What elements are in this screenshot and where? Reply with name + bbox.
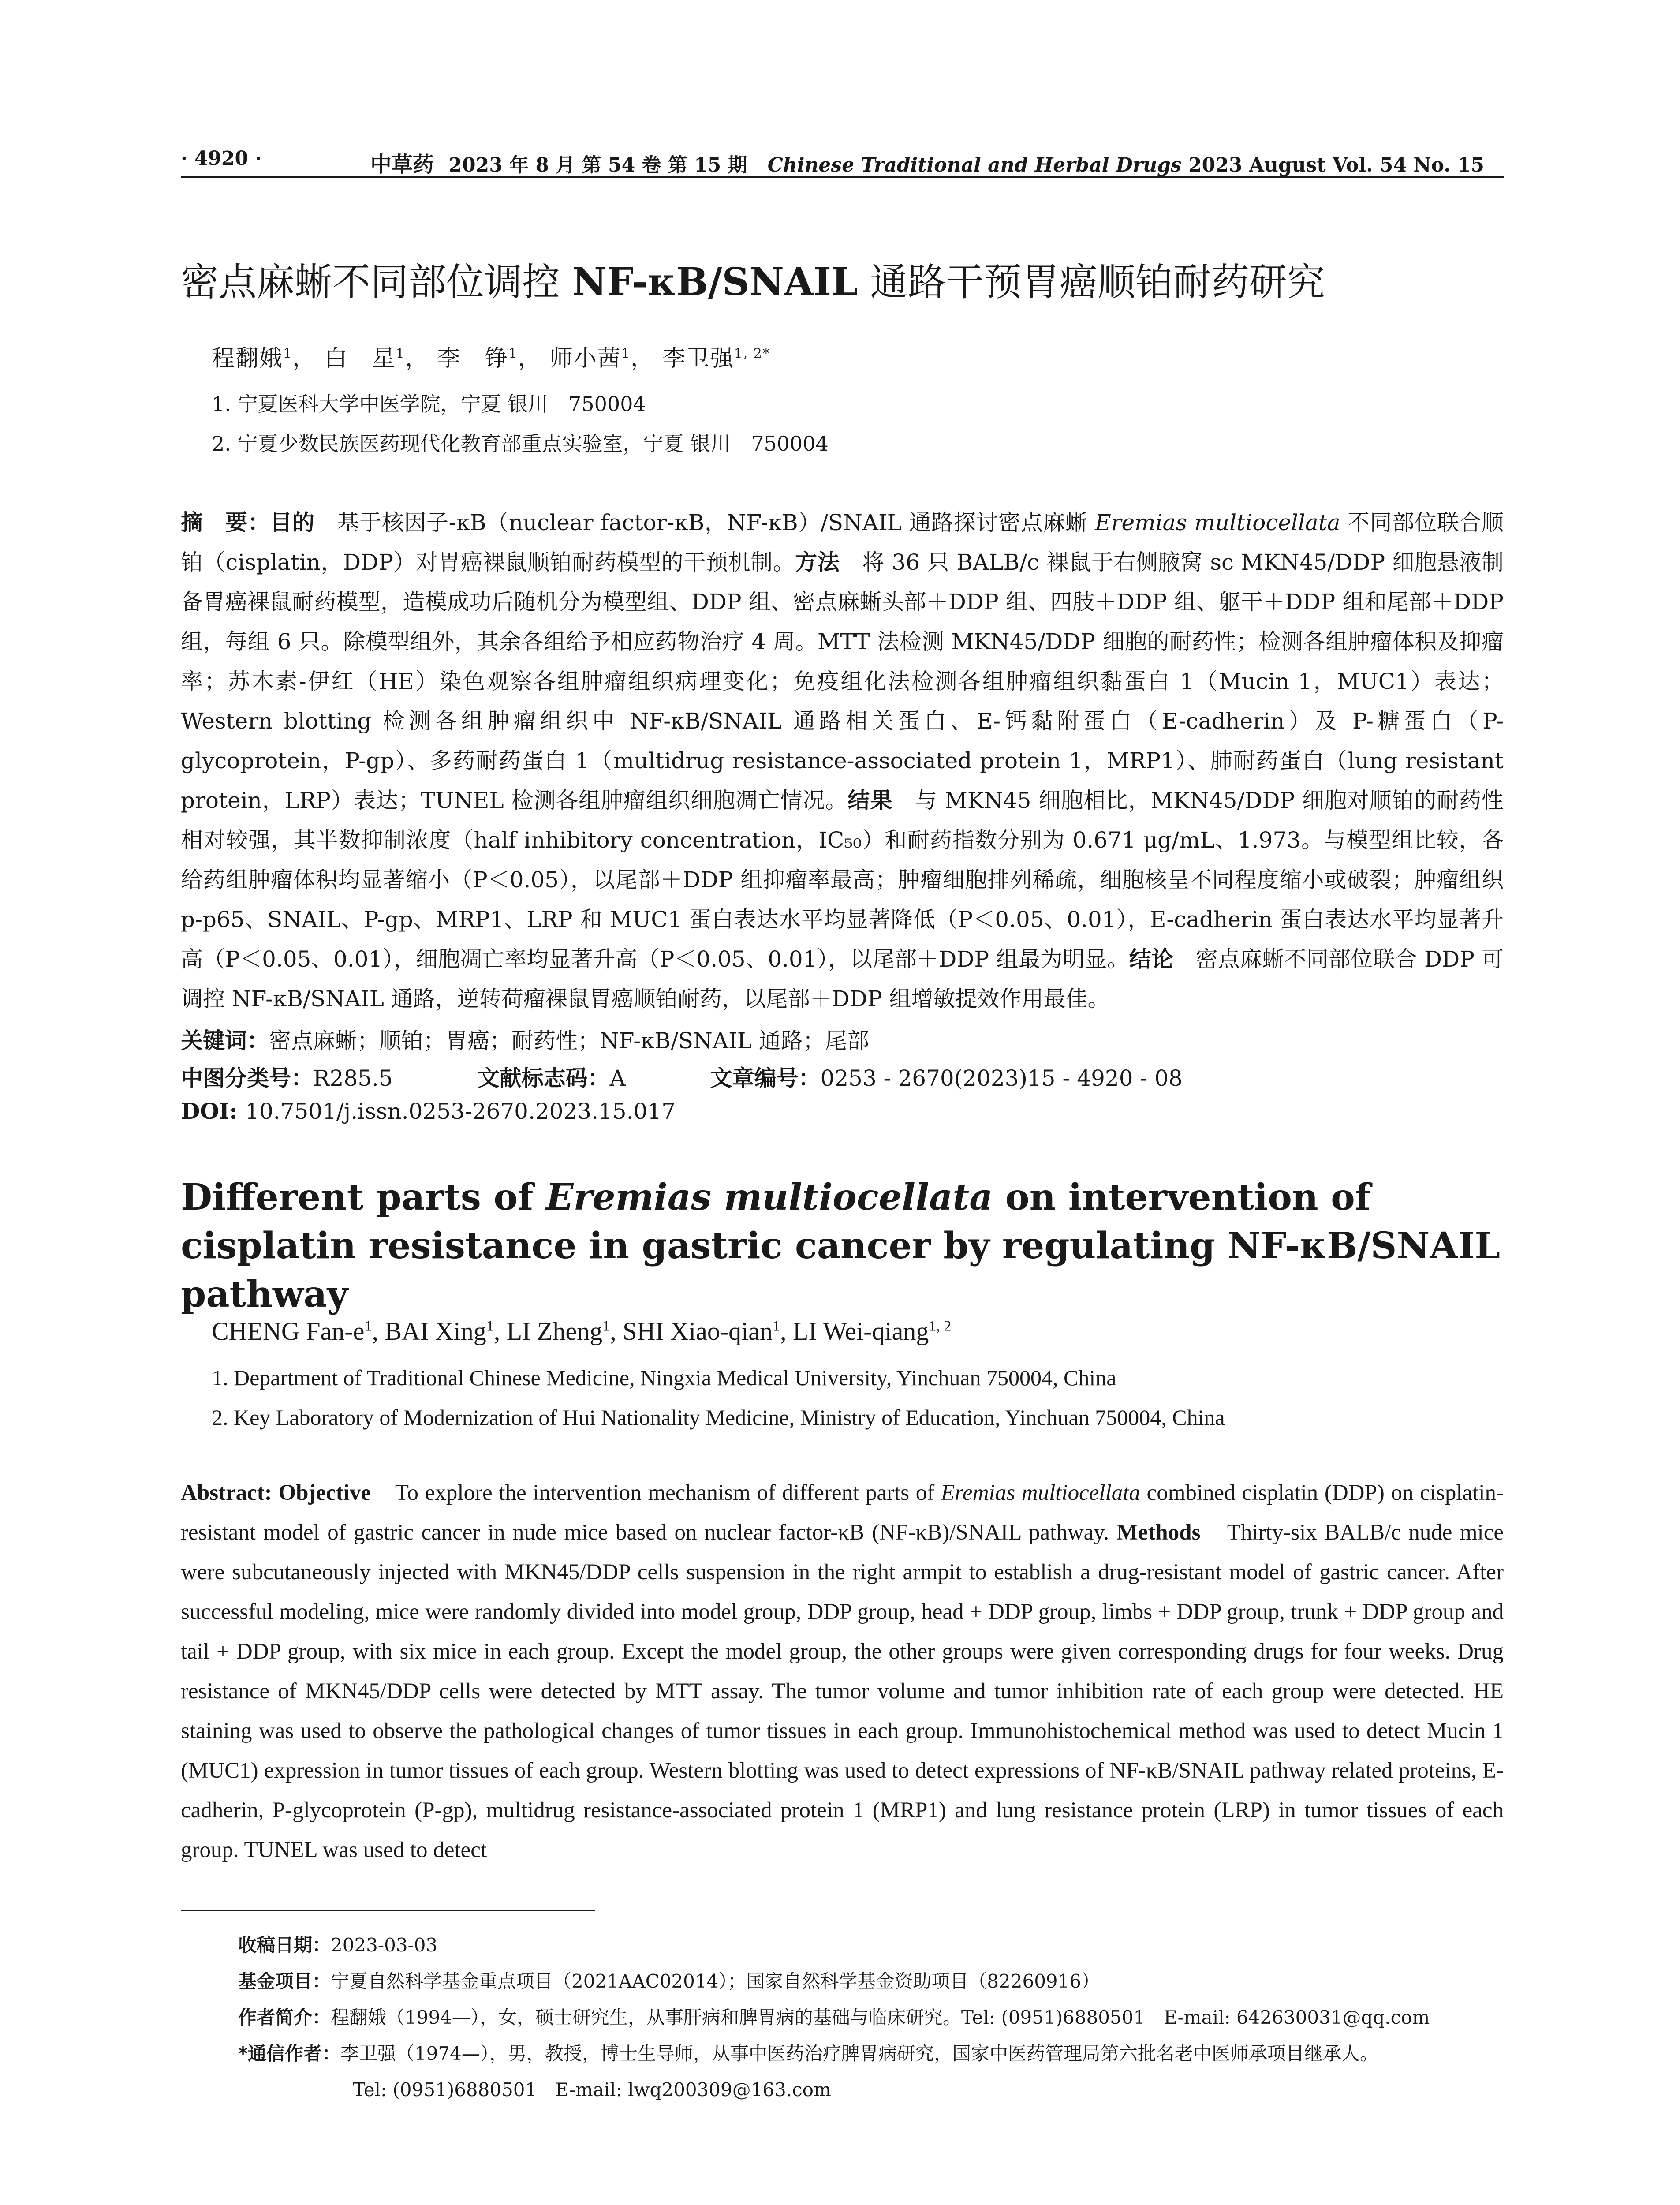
doc-code-label: 文献标志码： xyxy=(477,1065,610,1091)
article-title-cn xyxy=(181,251,1325,306)
species-name: Eremias multiocellata xyxy=(941,1480,1140,1505)
author-affil-sup: 1 xyxy=(773,1318,780,1334)
species-name: Eremias multiocellata xyxy=(1095,510,1340,535)
issue-cn: 2023 年 8 月 第 54 卷 第 15 期 xyxy=(448,154,747,176)
title-cn-part: 通路干预胃癌顺铂耐药研究 xyxy=(858,260,1325,304)
title-en-part: on intervention of cisplatin resistance in gastric cancer by regulating NF-κB/SNAIL pathway xyxy=(181,1176,1501,1316)
objective-text: 不同部位联合顺铂（cisplatin，DDP）对胃癌裸鼠顺铂耐药模型的干预机制。 xyxy=(181,510,1504,575)
author-name: LI Wei-qiang xyxy=(793,1317,929,1345)
doi-line xyxy=(181,1098,676,1124)
affiliation-cn-2: 2. 宁夏少数民族医药现代化教育部重点实验室，宁夏 银川 750004 xyxy=(212,432,829,456)
keywords-label: 关键词： xyxy=(181,1028,269,1054)
funding-label: 基金项目： xyxy=(238,1970,331,1992)
author-name: 程翻娥 xyxy=(212,345,284,372)
clc-value: R285.5 xyxy=(313,1065,393,1091)
affiliation-en-1: 1. Department of Traditional Chinese Medicine, Ningxia Medical University, Yinchuan 750004, China xyxy=(212,1365,1116,1390)
author-affil-sup: 1 xyxy=(602,1318,610,1334)
author-affil-sup: 1 xyxy=(283,346,293,362)
objective-text: 基于核因子-κB（nuclear factor-κB，NF-κB）/SNAIL 通路探讨密点麻蜥 xyxy=(314,510,1095,535)
clc-label: 中图分类号： xyxy=(181,1065,313,1091)
methods-text: 将 36 只 BALB/c 裸鼠于右侧腋窝 sc MKN45/DDP 细胞悬液制备胃癌裸鼠耐药模型，造模成功后随机分为模型组、DDP 组、密点麻蜥头部＋DDP 组、四肢＋DDP 组、躯干＋DDP 组和尾部＋DDP 组，每组 6 只。除模型组外，其余各组给予相应药物治疗 4 周。MTT 法检测 MKN45/DDP 细胞的耐药性；检测各组肿瘤体积及抑瘤率；苏木素-伊红（HE）染色观察各组肿瘤组织病理变化；免疫组化法检测各组肿瘤组织黏蛋白 1（Mucin 1，MUC1）表达；Western blotting 检测各组肿瘤组织中 NF-κB/SNAIL 通路相关蛋白、E-钙黏附蛋白（E-cadherin）及 P-糖蛋白（P-glycoprotein，P-gp）、多药耐药蛋白 1（multidrug resistance-associated protein 1，MRP1）、肺耐药蛋白（lung resistant protein，LRP）表达；TUNEL 检测各组肿瘤组织细胞凋亡情况。 xyxy=(181,549,1504,813)
running-header xyxy=(181,144,1504,175)
article-title-en xyxy=(181,1173,1508,1319)
keywords-cn xyxy=(181,1023,869,1055)
author-list-cn: 程翻娥$^1$， 白 星$^1$， 李 铮$^1$， 师小茜$^1$， 李卫强$^{1, 2*}$ xyxy=(212,345,770,372)
header-rule xyxy=(181,176,1504,178)
classification-line xyxy=(181,1061,1183,1092)
footnote-rule xyxy=(181,1910,595,1911)
received-date: 2023-03-03 xyxy=(331,1934,438,1956)
author-affil-sup: 1 xyxy=(508,346,518,362)
results-label: 结果 xyxy=(847,788,893,813)
title-cn-part: NF-κB/SNAIL xyxy=(572,260,858,304)
abstract-en xyxy=(181,1473,1504,1870)
article-no-label: 文章编号： xyxy=(710,1065,821,1091)
received-label: 收稿日期： xyxy=(238,1934,331,1956)
methods-label: 方法 xyxy=(795,549,840,575)
author-name: 白 星 xyxy=(324,345,396,372)
author-name: 李卫强 xyxy=(662,345,734,372)
author-affil-sup: 1 xyxy=(364,1318,372,1334)
page-number: · 4920 · xyxy=(181,147,262,170)
author-name: 李 铮 xyxy=(437,345,509,372)
abstract-objective-label: Abstract: Objective xyxy=(181,1480,371,1505)
doi-link[interactable]: 10.7501/j.issn.0253-2670.2023.15.017 xyxy=(245,1099,676,1124)
author-bio-label: 作者简介： xyxy=(238,2007,331,2028)
journal-line xyxy=(370,147,1484,178)
journal-name-cn: 中草药 xyxy=(370,152,434,177)
results-text: 与 MKN45 细胞相比，MKN45/DDP 细胞对顺铂的耐药性相对较强，其半数抑制浓度（half inhibitory concentration，IC₅₀）和耐药指数分别为 0.671 μg/mL、1.973。与模型组比较，各给药组肿瘤体积均显著缩小（P＜0.05），以尾部＋DDP 组抑瘤率最高；肿瘤细胞排列稀疏，细胞核呈不同程度缩小或破裂；肿瘤组织 p-p65、SNAIL、P-gp、MRP1、LRP 和 MUC1 蛋白表达水平均显著降低（P＜0.05、0.01），E-cadherin 蛋白表达水平均显著升高（P＜0.05、0.01），细胞凋亡率均显著升高（P＜0.05、0.01），以尾部＋DDP 组最为明显。 xyxy=(181,788,1504,972)
footnote-author xyxy=(238,2003,1430,2029)
issue-en: 2023 August Vol. 54 No. 15 xyxy=(1188,154,1485,176)
objective-text: To explore the intervention mechanism of different parts of xyxy=(371,1480,941,1505)
methods-label: Methods xyxy=(1116,1520,1201,1545)
funding-text: 宁夏自然科学基金重点项目（2021AAC02014）；国家自然科学基金资助项目（82260916） xyxy=(331,1970,1100,1992)
author-bio-text: 程翻娥（1994—），女，硕士研究生，从事肝病和脾胃病的基础与临床研究。Tel: (0951)6880501 E-mail: 642630031@qq.com xyxy=(331,2007,1430,2028)
methods-text: Thirty-six BALB/c nude mice were subcutaneously injected with MKN45/DDP cells suspension in the right armpit to establish a drug-resistant model of gastric cancer. After successful modeling, mice were randomly divided into model group, DDP group, head + DDP group, limbs + DDP group, trunk + DDP group and tail + DDP group, with six mice in each group. Except the model group, the other groups were given corresponding drugs for four weeks. Drug resistance of MKN45/DDP cells were detected by MTT assay. The tumor volume and tumor inhibition rate of each group were detected. HE staining was used to observe the pathological changes of tumor tissues in each group. Immunohistochemical method was used to detect Mucin 1 (MUC1) expression in tumor tissues of each group. Western blotting was used to detect expressions of NF-κB/SNAIL pathway related proteins, E-cadherin, P-glycoprotein (P-gp), multidrug resistance-associated protein 1 (MRP1) and lung resistance protein (LRP) in tumor tissues of each group. TUNEL was used to detect xyxy=(181,1520,1504,1862)
footnote-funding xyxy=(238,1967,1100,1993)
keywords-text: 密点麻蜥；顺铂；胃癌；耐药性；NF-κB/SNAIL 通路；尾部 xyxy=(269,1028,869,1054)
abstract-label: 摘 要： xyxy=(181,510,270,535)
author-list-en: CHENG Fan-$e^1$, BAI Xing$^1$, LI Zheng$^1$, SHI Xiao-qian$^1$, LI Wei-qiang$^{1, 2}$ xyxy=(212,1317,952,1345)
doi-label: DOI: xyxy=(181,1098,246,1124)
footnote-received xyxy=(238,1931,437,1957)
author-name: BAI Xing xyxy=(385,1317,486,1345)
conclusion-label: 结论 xyxy=(1129,946,1174,972)
corresponding-text: 李卫强（1974—），男，教授，博士生导师，从事中医药治疗脾胃病研究，国家中医药管理局第六批名老中医师承项目继承人。 xyxy=(340,2043,1378,2064)
author-name: CHENG Fan-e xyxy=(212,1317,365,1345)
corresponding-label: *通信作者： xyxy=(238,2043,340,2064)
affiliation-en-2: 2. Key Laboratory of Modernization of Hui Nationality Medicine, Ministry of Education, Yinchuan 750004, China xyxy=(212,1405,1225,1430)
title-en-part: Different parts of xyxy=(181,1176,546,1218)
objective-text: combined cisplatin (DDP) on cisplatin-resistant model of gastric cancer in nude mice based on nuclear factor-κB (NF-κB)/SNAIL pathway. xyxy=(181,1480,1504,1545)
conclusion-text: 密点麻蜥不同部位联合 DDP 可调控 NF-κB/SNAIL 通路，逆转荷瘤裸鼠胃癌顺铂耐药，以尾部＋DDP 组增敏提效作用最佳。 xyxy=(181,946,1504,1012)
footnote-corresponding xyxy=(238,2039,1378,2066)
journal-name-en: Chinese Traditional and Herbal Drugs xyxy=(767,154,1182,176)
author-affil-sup: 1 xyxy=(621,346,631,362)
author-name: 师小茜 xyxy=(549,345,621,372)
corresponding-contact: Tel: (0951)6880501 E-mail: lwq200309@163.com xyxy=(353,2079,831,2100)
objective-label: 目的 xyxy=(270,510,315,535)
title-cn-part: 密点麻蜥不同部位调控 xyxy=(181,260,572,304)
doc-code-value: A xyxy=(609,1065,626,1091)
affiliation-cn-1: 1. 宁夏医科大学中医学院，宁夏 银川 750004 xyxy=(212,392,646,416)
author-affil-sup: 1, 2* xyxy=(734,346,770,362)
article-no-value: 0253 - 2670(2023)15 - 4920 - 08 xyxy=(820,1065,1183,1091)
author-name: LI Zheng xyxy=(506,1317,603,1345)
species-name: Eremias multiocellata xyxy=(545,1176,993,1218)
author-name: SHI Xiao-qian xyxy=(623,1317,773,1345)
abstract-cn xyxy=(181,503,1504,1019)
author-affil-sup: 1 xyxy=(486,1318,494,1334)
author-affil-sup: 1, 2 xyxy=(929,1318,952,1334)
author-affil-sup: 1 xyxy=(396,346,405,362)
